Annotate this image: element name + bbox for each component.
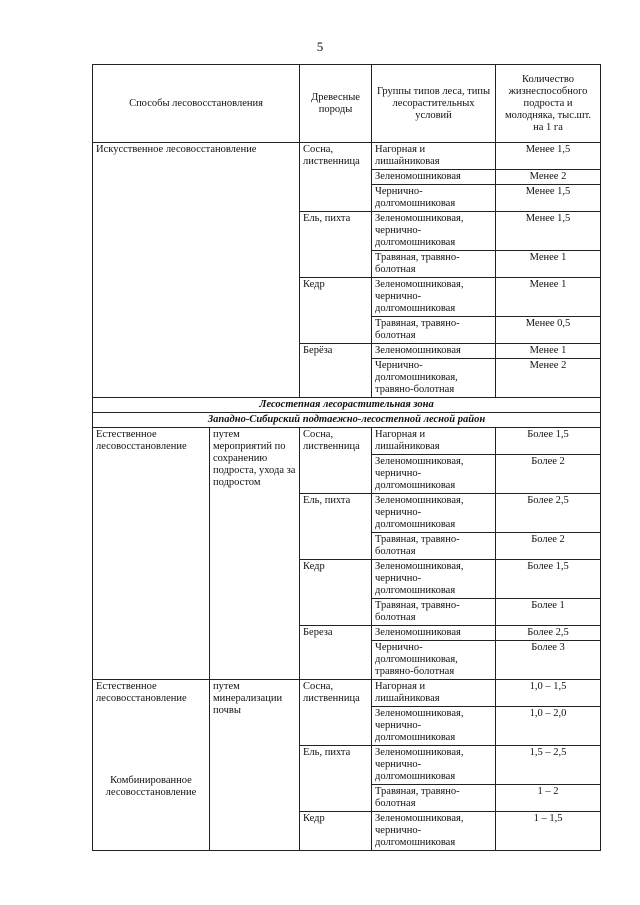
- species-cell: Берёза: [300, 344, 372, 398]
- quantity-cell: 1,0 – 1,5: [496, 680, 601, 707]
- forest-type-cell: Чернично-долгомошниковая, травяно-болотная: [372, 641, 496, 680]
- method-cell: [93, 680, 210, 851]
- method-spacer: [96, 705, 206, 775]
- quantity-cell: Более 2,5: [496, 626, 601, 641]
- quantity-cell: Более 2: [496, 455, 601, 494]
- method-cell: Естественное лесовосстановление: [93, 428, 210, 680]
- quantity-cell: Менее 1,5: [496, 143, 601, 170]
- header-methods: Способы лесовосстановления: [93, 65, 300, 143]
- species-cell: Сосна, лиственница: [300, 680, 372, 746]
- region-title-row: [93, 413, 601, 428]
- quantity-cell: 1 – 1,5: [496, 812, 601, 851]
- quantity-cell: Менее 1,5: [496, 212, 601, 251]
- forest-type-cell: Чернично-долгомошниковая: [372, 185, 496, 212]
- method-cell: Искусственное лесовосстановление: [93, 143, 300, 398]
- table-row: [93, 143, 601, 170]
- forest-type-cell: Нагорная и лишайниковая: [372, 680, 496, 707]
- quantity-cell: Более 2: [496, 533, 601, 560]
- regeneration-table: [92, 64, 601, 851]
- quantity-cell: Менее 1: [496, 344, 601, 359]
- species-cell: Ель, пихта: [300, 494, 372, 560]
- quantity-cell: 1,0 – 2,0: [496, 707, 601, 746]
- quantity-cell: Более 1,5: [496, 560, 601, 599]
- species-cell: Кедр: [300, 560, 372, 626]
- species-cell: Кедр: [300, 278, 372, 344]
- forest-type-cell: Зеленомошниковая: [372, 626, 496, 641]
- page-number: 5: [316, 39, 324, 54]
- forest-type-cell: Зеленомошниковая: [372, 344, 496, 359]
- table-row: [93, 680, 601, 707]
- species-cell: Кедр: [300, 812, 372, 851]
- submethod-cell: путем мероприятий по сохранению подроста, ухода за подростом: [210, 428, 300, 680]
- species-cell: Сосна, лиственница: [300, 143, 372, 212]
- forest-type-cell: Чернично-долгомошниковая, травяно-болотная: [372, 359, 496, 398]
- quantity-cell: Менее 2: [496, 359, 601, 398]
- forest-type-cell: Зеленомошниковая, чернично-долгомошниковая: [372, 455, 496, 494]
- table-header-row: [93, 65, 601, 143]
- forest-type-cell: Зеленомошниковая: [372, 170, 496, 185]
- forest-type-cell: Зеленомошниковая, чернично-долгомошниковая: [372, 278, 496, 317]
- header-species: Древесные породы: [300, 65, 372, 143]
- header-forest-types: Группы типов леса, типы лесорастительных условий: [372, 65, 496, 143]
- quantity-cell: Менее 0,5: [496, 317, 601, 344]
- species-cell: Ель, пихта: [300, 212, 372, 278]
- quantity-cell: Более 2,5: [496, 494, 601, 533]
- forest-type-cell: Нагорная и лишайниковая: [372, 428, 496, 455]
- quantity-cell: Более 1,5: [496, 428, 601, 455]
- forest-type-cell: Травяная, травяно-болотная: [372, 599, 496, 626]
- forest-type-cell: Зеленомошниковая, чернично-долгомошниковая: [372, 560, 496, 599]
- species-cell: Сосна, лиственница: [300, 428, 372, 494]
- header-quantity: Количество жизнеспособного подроста и молодняка, тыс.шт. на 1 га: [496, 65, 601, 143]
- submethod-cell: путем минерализации почвы: [210, 680, 300, 851]
- forest-type-cell: Травяная, травяно-болотная: [372, 785, 496, 812]
- forest-type-cell: Нагорная и лишайниковая: [372, 143, 496, 170]
- method-natural: Естественное лесовосстановление: [96, 681, 187, 704]
- quantity-cell: Менее 2: [496, 170, 601, 185]
- forest-type-cell: Зеленомошниковая, чернично-долгомошниковая: [372, 746, 496, 785]
- forest-type-cell: Зеленомошниковая, чернично-долгомошниковая: [372, 812, 496, 851]
- forest-type-cell: Травяная, травяно-болотная: [372, 533, 496, 560]
- forest-type-cell: Травяная, травяно-болотная: [372, 317, 496, 344]
- forest-type-cell: Зеленомошниковая, чернично-долгомошниковая: [372, 494, 496, 533]
- quantity-cell: Более 1: [496, 599, 601, 626]
- forest-type-cell: Травяная, травяно-болотная: [372, 251, 496, 278]
- forest-type-cell: Зеленомошниковая, чернично-долгомошниковая: [372, 707, 496, 746]
- method-combined: Комбинированное лесовосстановление: [105, 775, 197, 798]
- quantity-cell: Более 3: [496, 641, 601, 680]
- zone-title: Лесостепная лесорастительная зона: [93, 398, 601, 413]
- quantity-cell: Менее 1: [496, 278, 601, 317]
- species-cell: Береза: [300, 626, 372, 680]
- region-title: Западно-Сибирский подтаежно-лесостепной лесной район: [93, 413, 601, 428]
- table-row: [93, 428, 601, 455]
- quantity-cell: 1 – 2: [496, 785, 601, 812]
- species-cell: Ель, пихта: [300, 746, 372, 812]
- zone-title-row: [93, 398, 601, 413]
- quantity-cell: Менее 1,5: [496, 185, 601, 212]
- quantity-cell: 1,5 – 2,5: [496, 746, 601, 785]
- forest-type-cell: Зеленомошниковая, чернично-долгомошниковая: [372, 212, 496, 251]
- quantity-cell: Менее 1: [496, 251, 601, 278]
